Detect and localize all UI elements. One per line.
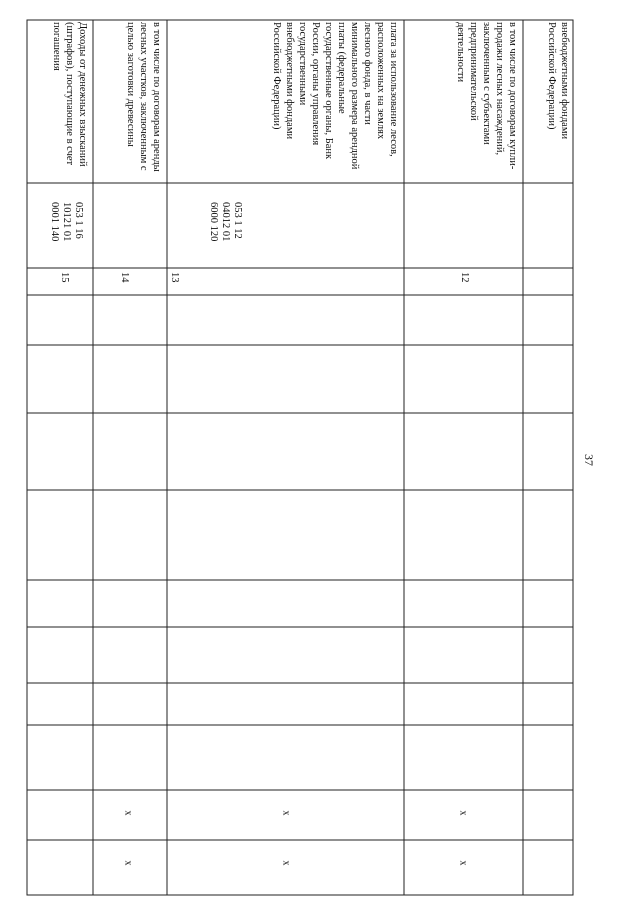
row-name: Доходы от денежных взысканий (штрафов), поступающие в счет погашения — [51, 22, 88, 167]
row-mark: x — [280, 810, 292, 816]
row-line-number: 14 — [119, 272, 130, 283]
row-line-number: 12 — [459, 272, 470, 283]
row-line-number: 13 — [169, 272, 180, 283]
row-mark: x — [122, 810, 134, 816]
row-mark: x — [280, 860, 292, 866]
row-name: плата за использование лесов, расположенных на землях лесного фонда, в части минимального размера арендной платы (федеральные государственные органы, Банк России, органы управления государственными внебюджетными фондами Российской Федерации) — [271, 22, 399, 170]
row-name: внебюджетными фондами Российской Федерации) — [546, 22, 570, 140]
row-line-number: 15 — [59, 272, 70, 283]
page-number: 37 — [582, 454, 596, 466]
row-code: 053 1 16 10121 01 0001 140 — [49, 202, 84, 242]
row-code: 053 1 12 04012 01 6000 120 — [208, 202, 243, 242]
row-name: в том числе по договорам купли-продажи лесных насаждений, заключенным с субъектами предпринимательской деятельности — [455, 22, 518, 170]
row-mark: x — [122, 860, 134, 866]
row-name: в том числе по договорам аренды лесных участков, заключенным с целью заготовки древесины — [125, 22, 162, 172]
row-mark: x — [457, 860, 469, 866]
row-mark: x — [457, 810, 469, 816]
